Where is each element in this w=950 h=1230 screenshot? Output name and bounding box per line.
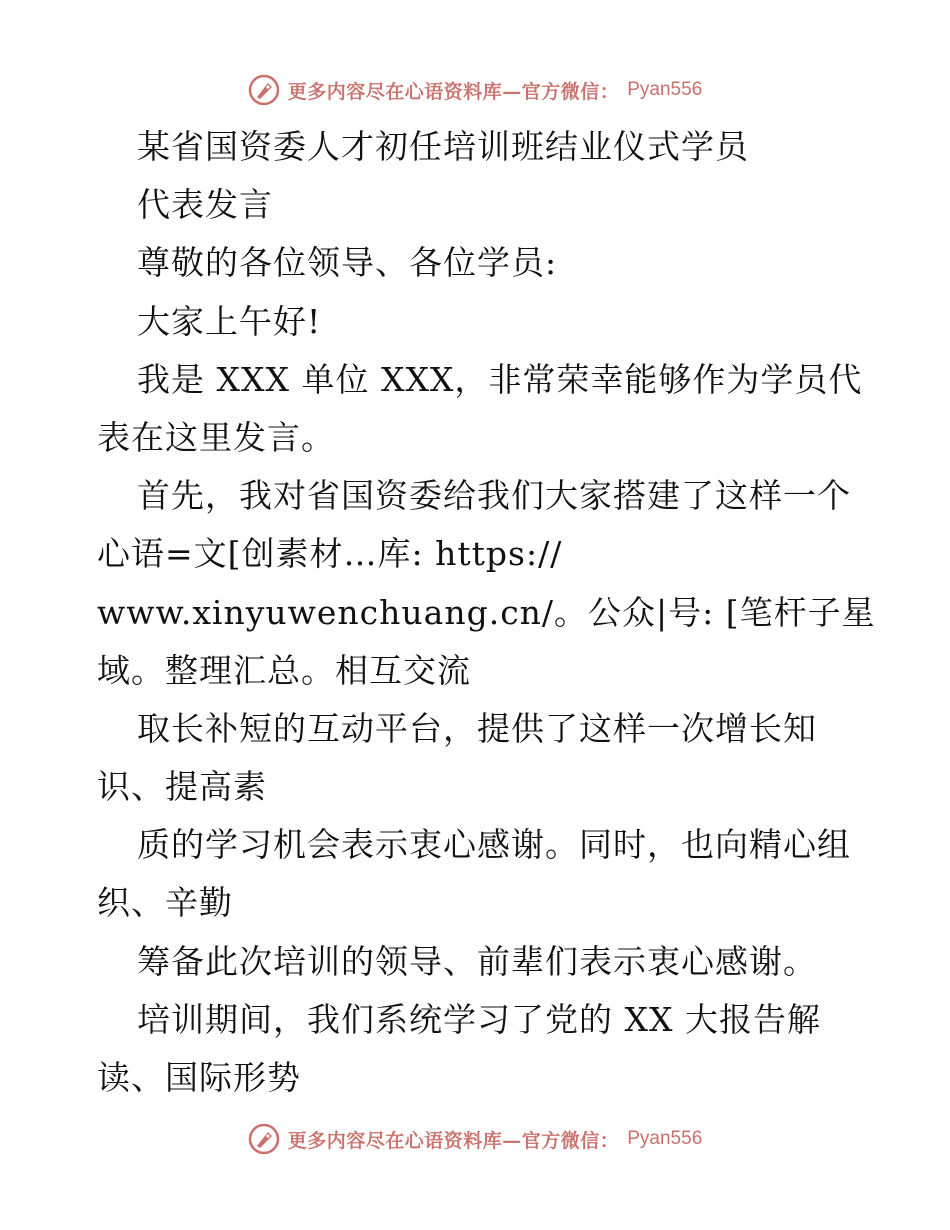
text-line: 我是 XXX 单位 XXX，非常荣幸能够作为学员代	[137, 359, 863, 399]
banner-wechat-id: Pyan556	[627, 1128, 703, 1149]
text-line: 域。整理汇总。相互交流	[97, 650, 471, 690]
banner-wechat-id: Pyan556	[627, 79, 703, 100]
text-line: 读、国际形势	[97, 1058, 301, 1097]
banner-text: 更多内容尽在心语资料库—官方微信：	[287, 1129, 620, 1152]
text-line: www.xinyuwenchuang.cn/。公众|号: [笔杆子星	[97, 592, 876, 632]
text-line: 筹备此次培训的领导、前辈们表示衷心感谢。	[137, 941, 817, 981]
text-line: 大家上午好!	[137, 301, 322, 341]
text-line: 织、辛勤	[97, 883, 233, 923]
pen-nib-logo-icon	[248, 1123, 280, 1155]
text-line: 代表发言	[137, 185, 273, 225]
pen-nib-logo-icon	[248, 74, 280, 106]
footer-banner	[0, 1119, 950, 1159]
text-line: 质的学习机会表示衷心感谢。同时，也向精心组	[137, 825, 851, 865]
text-line: 首先，我对省国资委给我们大家搭建了这样一个	[137, 476, 851, 516]
header-banner	[0, 70, 950, 110]
text-line: 培训期间，我们系统学习了党的 XX 大报告解	[137, 999, 821, 1039]
text-line: 某省国资委人才初任培训班结业仪式学员	[137, 127, 749, 166]
text-line: 尊敬的各位领导、各位学员:	[137, 243, 558, 283]
text-line: 取长补短的互动平台，提供了这样一次增长知	[137, 708, 817, 748]
text-line: 表在这里发言。	[97, 417, 335, 457]
text-line: 识、提高素	[97, 767, 267, 807]
banner-text: 更多内容尽在心语资料库—官方微信：	[287, 80, 620, 103]
text-line: 心语=文[创素材…库: https://	[97, 534, 563, 574]
document-body	[97, 118, 876, 1107]
